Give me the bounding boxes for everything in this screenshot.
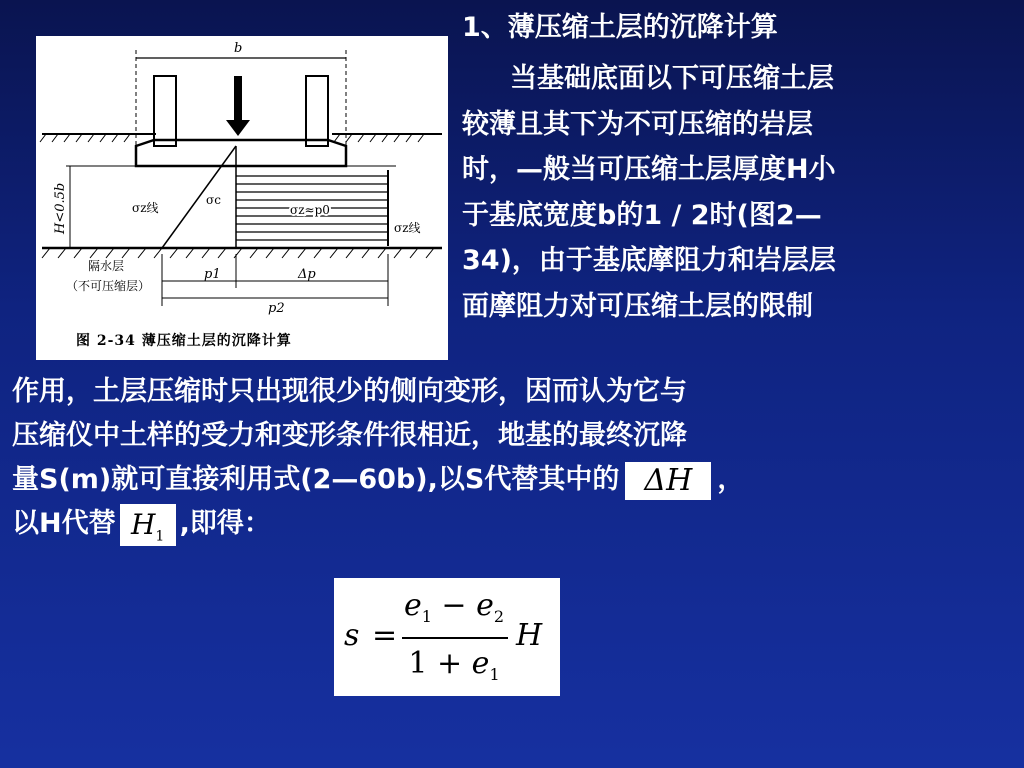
- den-plus: +: [427, 646, 472, 681]
- sigma-c-label: σc: [206, 193, 221, 207]
- formula-h: H: [516, 618, 543, 653]
- formula-numerator: [400, 588, 508, 626]
- sigma-z-p0-label: σz≈p0: [290, 203, 330, 217]
- formula-lhs: s: [344, 618, 360, 653]
- paragraph-line: 作用，土层压缩时只出现很少的侧向变形，因而认为它与: [12, 376, 687, 407]
- den-e: e: [471, 646, 490, 681]
- h-condition-label: H<0.5b: [53, 182, 68, 234]
- right-paragraph: [462, 56, 1007, 329]
- paragraph-line: 压缩仪中土样的受力和变形条件很相近，地基的最终沉降: [12, 420, 687, 451]
- p1-label: p1: [204, 267, 221, 282]
- line4-text: 以H代替: [12, 508, 116, 539]
- den-sub: 1: [489, 665, 500, 684]
- bottom-paragraph: [12, 370, 1012, 546]
- figure-2-34: [36, 36, 448, 360]
- formula-equals: =: [372, 618, 398, 653]
- delta-p-label: Δp: [298, 267, 316, 282]
- p2-label: p2: [268, 301, 285, 316]
- paragraph-line: 当基础底面以下可压缩土层: [510, 63, 834, 94]
- paragraph-line: 34)，由于基底摩阻力和岩层层: [462, 245, 836, 276]
- line4-end: ,即得：: [179, 508, 271, 539]
- sigma-z-line-left-label: σz线: [132, 201, 159, 215]
- h1-sub: 1: [155, 528, 165, 545]
- settlement-formula: [334, 578, 560, 696]
- paragraph-line: 面摩阻力对可压缩土层的限制: [462, 290, 813, 322]
- num-sub2: 2: [493, 607, 505, 626]
- h1-math: [120, 504, 176, 546]
- num-e2: e: [476, 588, 494, 623]
- paragraph-line: [12, 502, 1012, 546]
- paragraph-line: 较薄且其下为不可压缩的岩层: [462, 108, 813, 140]
- h1-main: H: [130, 507, 156, 541]
- num-sub1: 1: [421, 607, 432, 626]
- num-e1: e: [403, 588, 422, 623]
- paragraph-line: 于基底宽度b的1 / 2时(图2—: [462, 199, 822, 231]
- paragraph-line: 时，—般当可压缩土层厚度H小: [462, 154, 836, 185]
- den-one: 1: [408, 646, 428, 681]
- settlement-diagram: [36, 36, 448, 360]
- num-minus: −: [431, 588, 477, 623]
- paragraph-line: [12, 458, 1012, 502]
- width-b-label: b: [234, 41, 243, 56]
- sigma-z-line-right-label: σz线: [394, 221, 421, 235]
- formula-denominator: [400, 646, 508, 684]
- delta-h-math: ΔH: [625, 462, 711, 500]
- slide-title: 1、薄压缩土层的沉降计算: [462, 12, 778, 43]
- line3-end: ，: [717, 464, 745, 495]
- figure-caption: 图 2-34 薄压缩土层的沉降计算: [76, 333, 292, 349]
- line3-text: 量S(m)就可直接利用式(2—60b),以S代替其中的: [12, 464, 620, 495]
- incompressible-layer-label: （不可压缩层）: [66, 279, 151, 293]
- fraction-bar: [402, 637, 508, 639]
- aquiclude-label: 隔水层: [88, 259, 125, 273]
